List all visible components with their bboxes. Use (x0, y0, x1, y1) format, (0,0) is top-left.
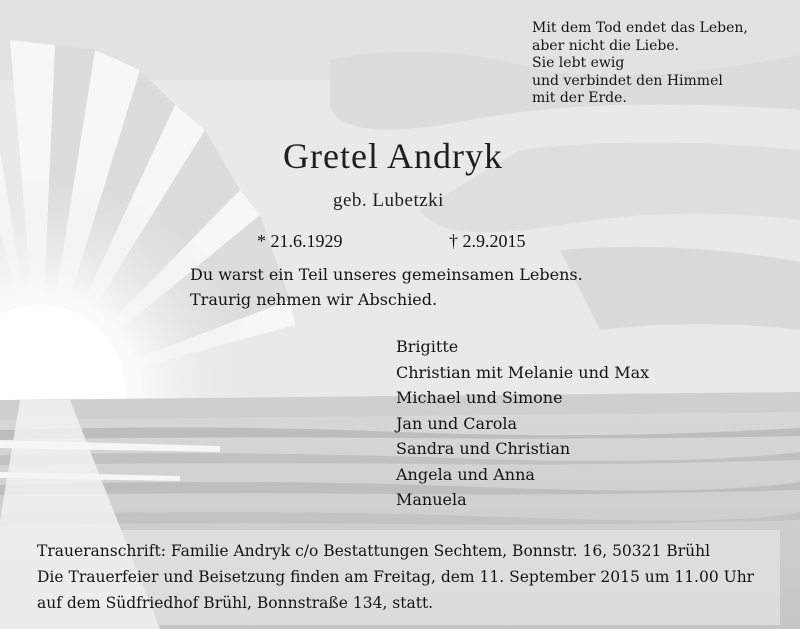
mourners-list (396, 334, 649, 513)
poem (532, 20, 748, 108)
birth-date: * 21.6.1929 (257, 231, 343, 251)
poem-line: Sie lebt ewig (532, 55, 625, 71)
ceremony-info: Die Trauerfeier und Beisetzung finden am Freitag, dem 11. September 2015 um 11.00 Uhr (37, 568, 755, 586)
poem-line: mit der Erde. (532, 90, 627, 106)
message-line: Traurig nehmen wir Abschied. (190, 290, 438, 309)
poem-line: und verbindet den Himmel (532, 72, 723, 89)
mourner: Brigitte (396, 337, 459, 356)
mourner: Sandra und Christian (396, 439, 571, 458)
death-date: † 2.9.2015 (449, 231, 526, 251)
mourner: Jan und Carola (396, 413, 517, 433)
mourner: Angela und Anna (396, 464, 535, 484)
message-line: Du warst ein Teil unseres gemeinsamen Lebens. (190, 265, 583, 284)
mourner: Michael und Simone (396, 388, 563, 407)
deceased-name: Gretel Andryk (283, 136, 503, 176)
mourner: Manuela (396, 490, 467, 509)
funeral-details (37, 538, 754, 616)
poem-line: Mit dem Tod endet das Leben, (532, 20, 748, 36)
poem-line: aber nicht die Liebe. (532, 37, 680, 54)
mourner: Christian mit Melanie und Max (396, 362, 650, 382)
farewell-message (190, 262, 583, 312)
ceremony-location: auf dem Südfriedhof Brühl, Bonnstraße 134, statt. (37, 594, 434, 612)
maiden-name: geb. Lubetzki (333, 190, 444, 211)
mourning-address: Traueranschrift: Familie Andryk c/o Bestattungen Sechtem, Bonnstr. 16, 50321 Brühl (37, 542, 711, 560)
